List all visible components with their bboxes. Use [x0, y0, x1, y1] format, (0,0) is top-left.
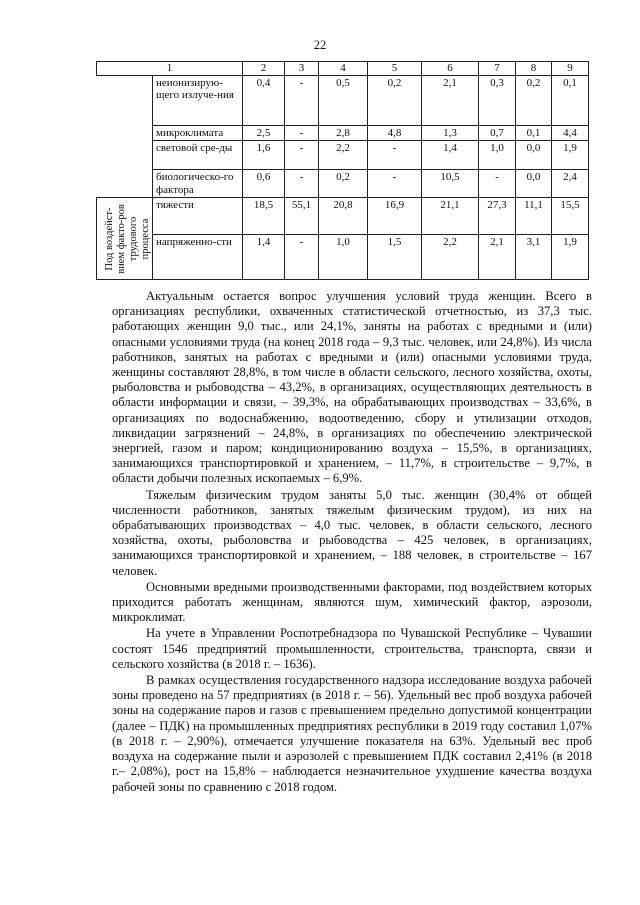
- row-label: световой сре-ды: [153, 141, 243, 170]
- value-cell: -: [479, 170, 516, 198]
- value-cell: 11,1: [516, 198, 552, 235]
- value-cell: 0,3: [479, 75, 516, 125]
- header-cell: 2: [243, 62, 285, 76]
- value-cell: -: [285, 75, 319, 125]
- body-text: [112, 289, 592, 795]
- value-cell: 2,2: [422, 235, 479, 280]
- header-cell: 1: [97, 62, 243, 76]
- value-cell: 18,5: [243, 198, 285, 235]
- value-cell: 0,0: [516, 141, 552, 170]
- value-cell: 1,9: [552, 141, 589, 170]
- table-row: [97, 170, 589, 198]
- value-cell: 1,9: [552, 235, 589, 280]
- value-cell: 16,9: [368, 198, 422, 235]
- page-number: 22: [313, 38, 327, 52]
- value-cell: 55,1: [285, 198, 319, 235]
- value-cell: -: [285, 170, 319, 198]
- table-row: [97, 198, 589, 235]
- value-cell: 0,2: [516, 75, 552, 125]
- value-cell: 10,5: [422, 170, 479, 198]
- row-label: биологическо-го фактора: [153, 170, 243, 198]
- paragraph: Тяжелым физическим трудом заняты 5,0 тыс. женщин (30,4% от общей численности работников, занятых тяжелым физическим трудом), из них на обрабатывающих производствах – 4,0 тыс. человек, в области сельского, лесного хозяйства, охоты, рыболовства и рыбоводства – 425 человек, в организациях, занимающихся транспортировкой и хранением, – 188 человек, в строительстве – 167 человек.: [112, 487, 592, 578]
- value-cell: 27,3: [479, 198, 516, 235]
- value-cell: 2,1: [422, 75, 479, 125]
- value-cell: 21,1: [422, 198, 479, 235]
- value-cell: 1,4: [243, 235, 285, 280]
- paragraph: Актуальным остается вопрос улучшения условий труда женщин. Всего в организациях республики, охваченных статистической отчетностью, из 37,3 тыс. работающих женщин 9,0 тыс., или 24,1%, заняты на работах с вредными и (или) опасными условиями труда (на конец 2018 года – 9,3 тыс. человек, или 24,8%). Из числа работников, занятых на работах с вредными и (или) опасными условиями труда, женщины составляют 28,8%, в том числе в области сельского, лесного хозяйства, охоты, рыболовства и рыбоводства – 43,2%, в организациях, осуществляющих деятельность в области информации и связи, – 39,3%, на обрабатывающих производствах – 33,6%, в организациях по водоснабжению, водоотведению, сбору и утилизации отходов, ликвидации загрязнений – 24,8%, в организациях по обеспечению электрической энергией, газом и паром; кондиционированию воздуха – 15,5%, в организациях, занимающихся транспортировкой и хранением, – 11,7%, в строительстве – 9,7%, в области добычи полезных ископаемых – 6,9%.: [112, 289, 592, 486]
- group-label: Под воздейст-вием факто-ров трудового процесса: [104, 203, 151, 274]
- value-cell: -: [368, 141, 422, 170]
- value-cell: 2,2: [319, 141, 368, 170]
- value-cell: 1,3: [422, 125, 479, 141]
- value-cell: 0,6: [243, 170, 285, 198]
- value-cell: 2,1: [479, 235, 516, 280]
- header-cell: 5: [368, 62, 422, 76]
- table-row: [97, 141, 589, 170]
- value-cell: 0,0: [516, 170, 552, 198]
- value-cell: -: [285, 235, 319, 280]
- value-cell: 3,1: [516, 235, 552, 280]
- header-cell: 9: [552, 62, 589, 76]
- value-cell: 0,2: [319, 170, 368, 198]
- header-cell: 7: [479, 62, 516, 76]
- value-cell: 2,4: [552, 170, 589, 198]
- value-cell: 0,2: [368, 75, 422, 125]
- table-row: [97, 75, 589, 125]
- table-row: [97, 125, 589, 141]
- value-cell: 1,0: [319, 235, 368, 280]
- paragraph: Основными вредными производственными факторами, под воздействием которых приходится работать женщинам, являются шум, химический фактор, аэрозоли, микроклимат.: [112, 579, 592, 625]
- row-label: напряженно-сти: [153, 235, 243, 280]
- paragraph: На учете в Управлении Роспотребнадзора по Чувашской Республике – Чувашии состоят 1546 предприятий промышленности, строительства, транспорта, связи и сельского хозяйства (в 2018 г. – 1636).: [112, 626, 592, 671]
- value-cell: 2,8: [319, 125, 368, 141]
- header-cell: 4: [319, 62, 368, 76]
- header-cell: 8: [516, 62, 552, 76]
- value-cell: -: [368, 170, 422, 198]
- table-row: [97, 235, 589, 280]
- header-cell: 6: [422, 62, 479, 76]
- value-cell: 0,7: [479, 125, 516, 141]
- row-label: неионизирую-щего излуче-ния: [153, 75, 243, 125]
- value-cell: 4,4: [552, 125, 589, 141]
- group-label-cell: [97, 198, 153, 280]
- value-cell: 0,5: [319, 75, 368, 125]
- header-cell: 3: [285, 62, 319, 76]
- value-cell: 20,8: [319, 198, 368, 235]
- value-cell: 0,1: [552, 75, 589, 125]
- value-cell: 1,6: [243, 141, 285, 170]
- value-cell: -: [285, 125, 319, 141]
- value-cell: 15,5: [552, 198, 589, 235]
- value-cell: 0,1: [516, 125, 552, 141]
- value-cell: 4,8: [368, 125, 422, 141]
- value-cell: 1,5: [368, 235, 422, 280]
- paragraph: В рамках осуществления государственного надзора исследование воздуха рабочей зоны проведено на 57 предприятиях (в 2018 г. – 56). Удельный вес проб воздуха рабочей зоны на содержание паров и газов с превышением предельно допустимой концентрации (далее – ПДК) на промышленных предприятиях республики в 2019 году составил 1,07% (в 2018 г. – 2,90%), отмечается улучшение показателя на 63%. Удельный вес проб воздуха на содержание пыли и аэрозолей с превышением ПДК составил 2,41% (в 2018 г.– 2,08%), рост на 15,8% – наблюдается незначительное ухудшение качества воздуха рабочей зоны по сравнению с 2018 годом.: [112, 673, 592, 794]
- factors-table: [96, 61, 589, 280]
- row-label: микроклимата: [153, 125, 243, 141]
- table-header-row: [97, 62, 589, 76]
- value-cell: 1,4: [422, 141, 479, 170]
- value-cell: 0,4: [243, 75, 285, 125]
- value-cell: -: [285, 141, 319, 170]
- value-cell: 1,0: [479, 141, 516, 170]
- value-cell: 2,5: [243, 125, 285, 141]
- row-label: тяжести: [153, 198, 243, 235]
